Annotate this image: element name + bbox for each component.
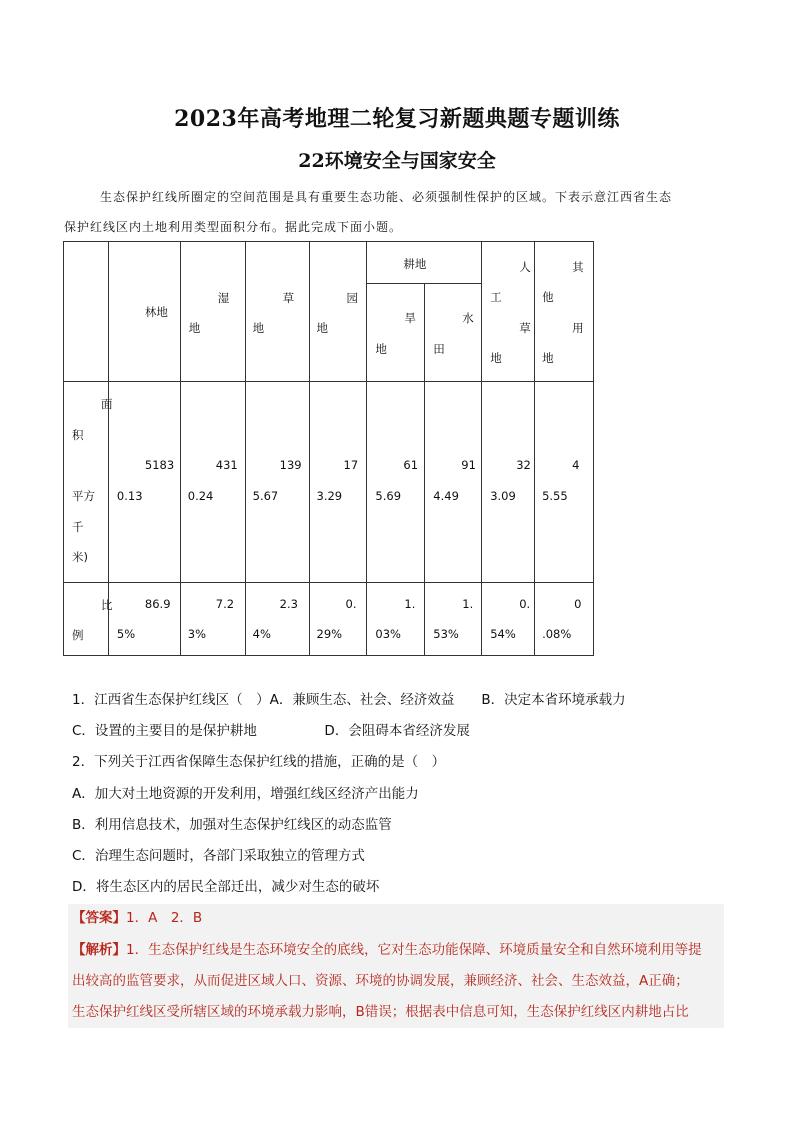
analysis-line: 生态保护红线区受所辖区域的环境承载力影响，B错误；根据表中信息可知，生态保护红线区内耕地占比 <box>72 1004 689 1020</box>
analysis-line: 出较高的监管要求，从而促进区域人口、资源、环境的协调发展，兼顾经济、社会、生态效益，A正确； <box>72 973 689 989</box>
page-title: 2023年高考地理二轮复习新题典题专题训练 <box>174 106 620 132</box>
question-2-option-d: D．将生态区内的居民全部迁出，减少对生态的破坏 <box>72 879 380 895</box>
area-other-land: 4 5.55 <box>535 382 594 583</box>
area-wetland: 431 0.24 <box>180 382 245 583</box>
header-forest: 林地 <box>108 242 180 382</box>
answer-text: 1．A 2．B <box>126 910 203 926</box>
area-paddy: 91 4.49 <box>425 382 482 583</box>
header-paddy: 水 田 <box>425 284 482 382</box>
question-2: 2．下列关于江西省保障生态保护红线的措施，正确的是（ ） <box>72 754 446 770</box>
ratio-garden: 0. 29% <box>309 583 367 656</box>
table-row-ratio <box>64 583 594 656</box>
table-row-area <box>64 382 594 583</box>
header-grassland: 草 地 <box>245 242 309 382</box>
area-forest: 5183 0.13 <box>108 382 180 583</box>
header-wetland: 湿 地 <box>180 242 245 382</box>
ratio-wetland: 7.2 3% <box>180 583 245 656</box>
ratio-paddy: 1. 53% <box>425 583 482 656</box>
header-garden: 园 地 <box>309 242 367 382</box>
area-dryland: 61 5.69 <box>367 382 425 583</box>
header-cropland: 耕地 <box>367 242 482 284</box>
land-use-table <box>63 241 594 656</box>
ratio-dryland: 1. 03% <box>367 583 425 656</box>
ratio-forest: 86.9 5% <box>108 583 180 656</box>
area-garden: 17 3.29 <box>309 382 367 583</box>
question-1: 1．江西省生态保护红线区（ ）A．兼顾生态、社会、经济效益 B．决定本省环境承载力 <box>72 692 626 708</box>
answer-line <box>72 908 202 928</box>
header-dryland: 旱 地 <box>367 284 425 382</box>
intro-line: 保护红线区内土地利用类型面积分布。据此完成下面小题。 <box>64 220 403 234</box>
question-2-option-a: A．加大对土地资源的开发利用，增强红线区经济产出能力 <box>72 786 419 802</box>
question-2-option-b: B．利用信息技术，加强对生态保护红线区的动态监管 <box>72 817 392 833</box>
question-2-option-c: C．治理生态问题时，各部门采取独立的管理方式 <box>72 848 365 864</box>
ratio-other-land: 0 .08% <box>535 583 594 656</box>
analysis-text: 1．生态保护红线是生态环境安全的底线，它对生态功能保障、环境质量安全和自然环境利用等提 <box>126 942 702 958</box>
row-label-ratio: 比 例 <box>64 583 109 656</box>
ratio-artificial-grass: 0. 54% <box>482 583 535 656</box>
analysis-tag: 【解析】 <box>72 942 126 958</box>
area-grassland: 139 5.67 <box>245 382 309 583</box>
area-artificial-grass: 32 3.09 <box>482 382 535 583</box>
intro-line: 生态保护红线所圈定的空间范围是具有重要生态功能、必须强制性保护的区域。下表示意江西省生态 <box>100 190 673 204</box>
ratio-grassland: 2.3 4% <box>245 583 309 656</box>
table-corner <box>64 242 109 382</box>
page-subtitle: 22环境安全与国家安全 <box>298 150 496 172</box>
answer-tag: 【答案】 <box>72 910 126 926</box>
header-other-land: 其 他 用 地 <box>535 242 594 382</box>
header-artificial-grass: 人 工 草 地 <box>482 242 535 382</box>
analysis-line <box>72 940 702 960</box>
intro-paragraph <box>64 182 730 242</box>
row-label-area: 面 积 平方 千 米) <box>64 382 109 583</box>
question-1-options: C．设置的主要目的是保护耕地 D．会阻碍本省经济发展 <box>72 723 470 739</box>
